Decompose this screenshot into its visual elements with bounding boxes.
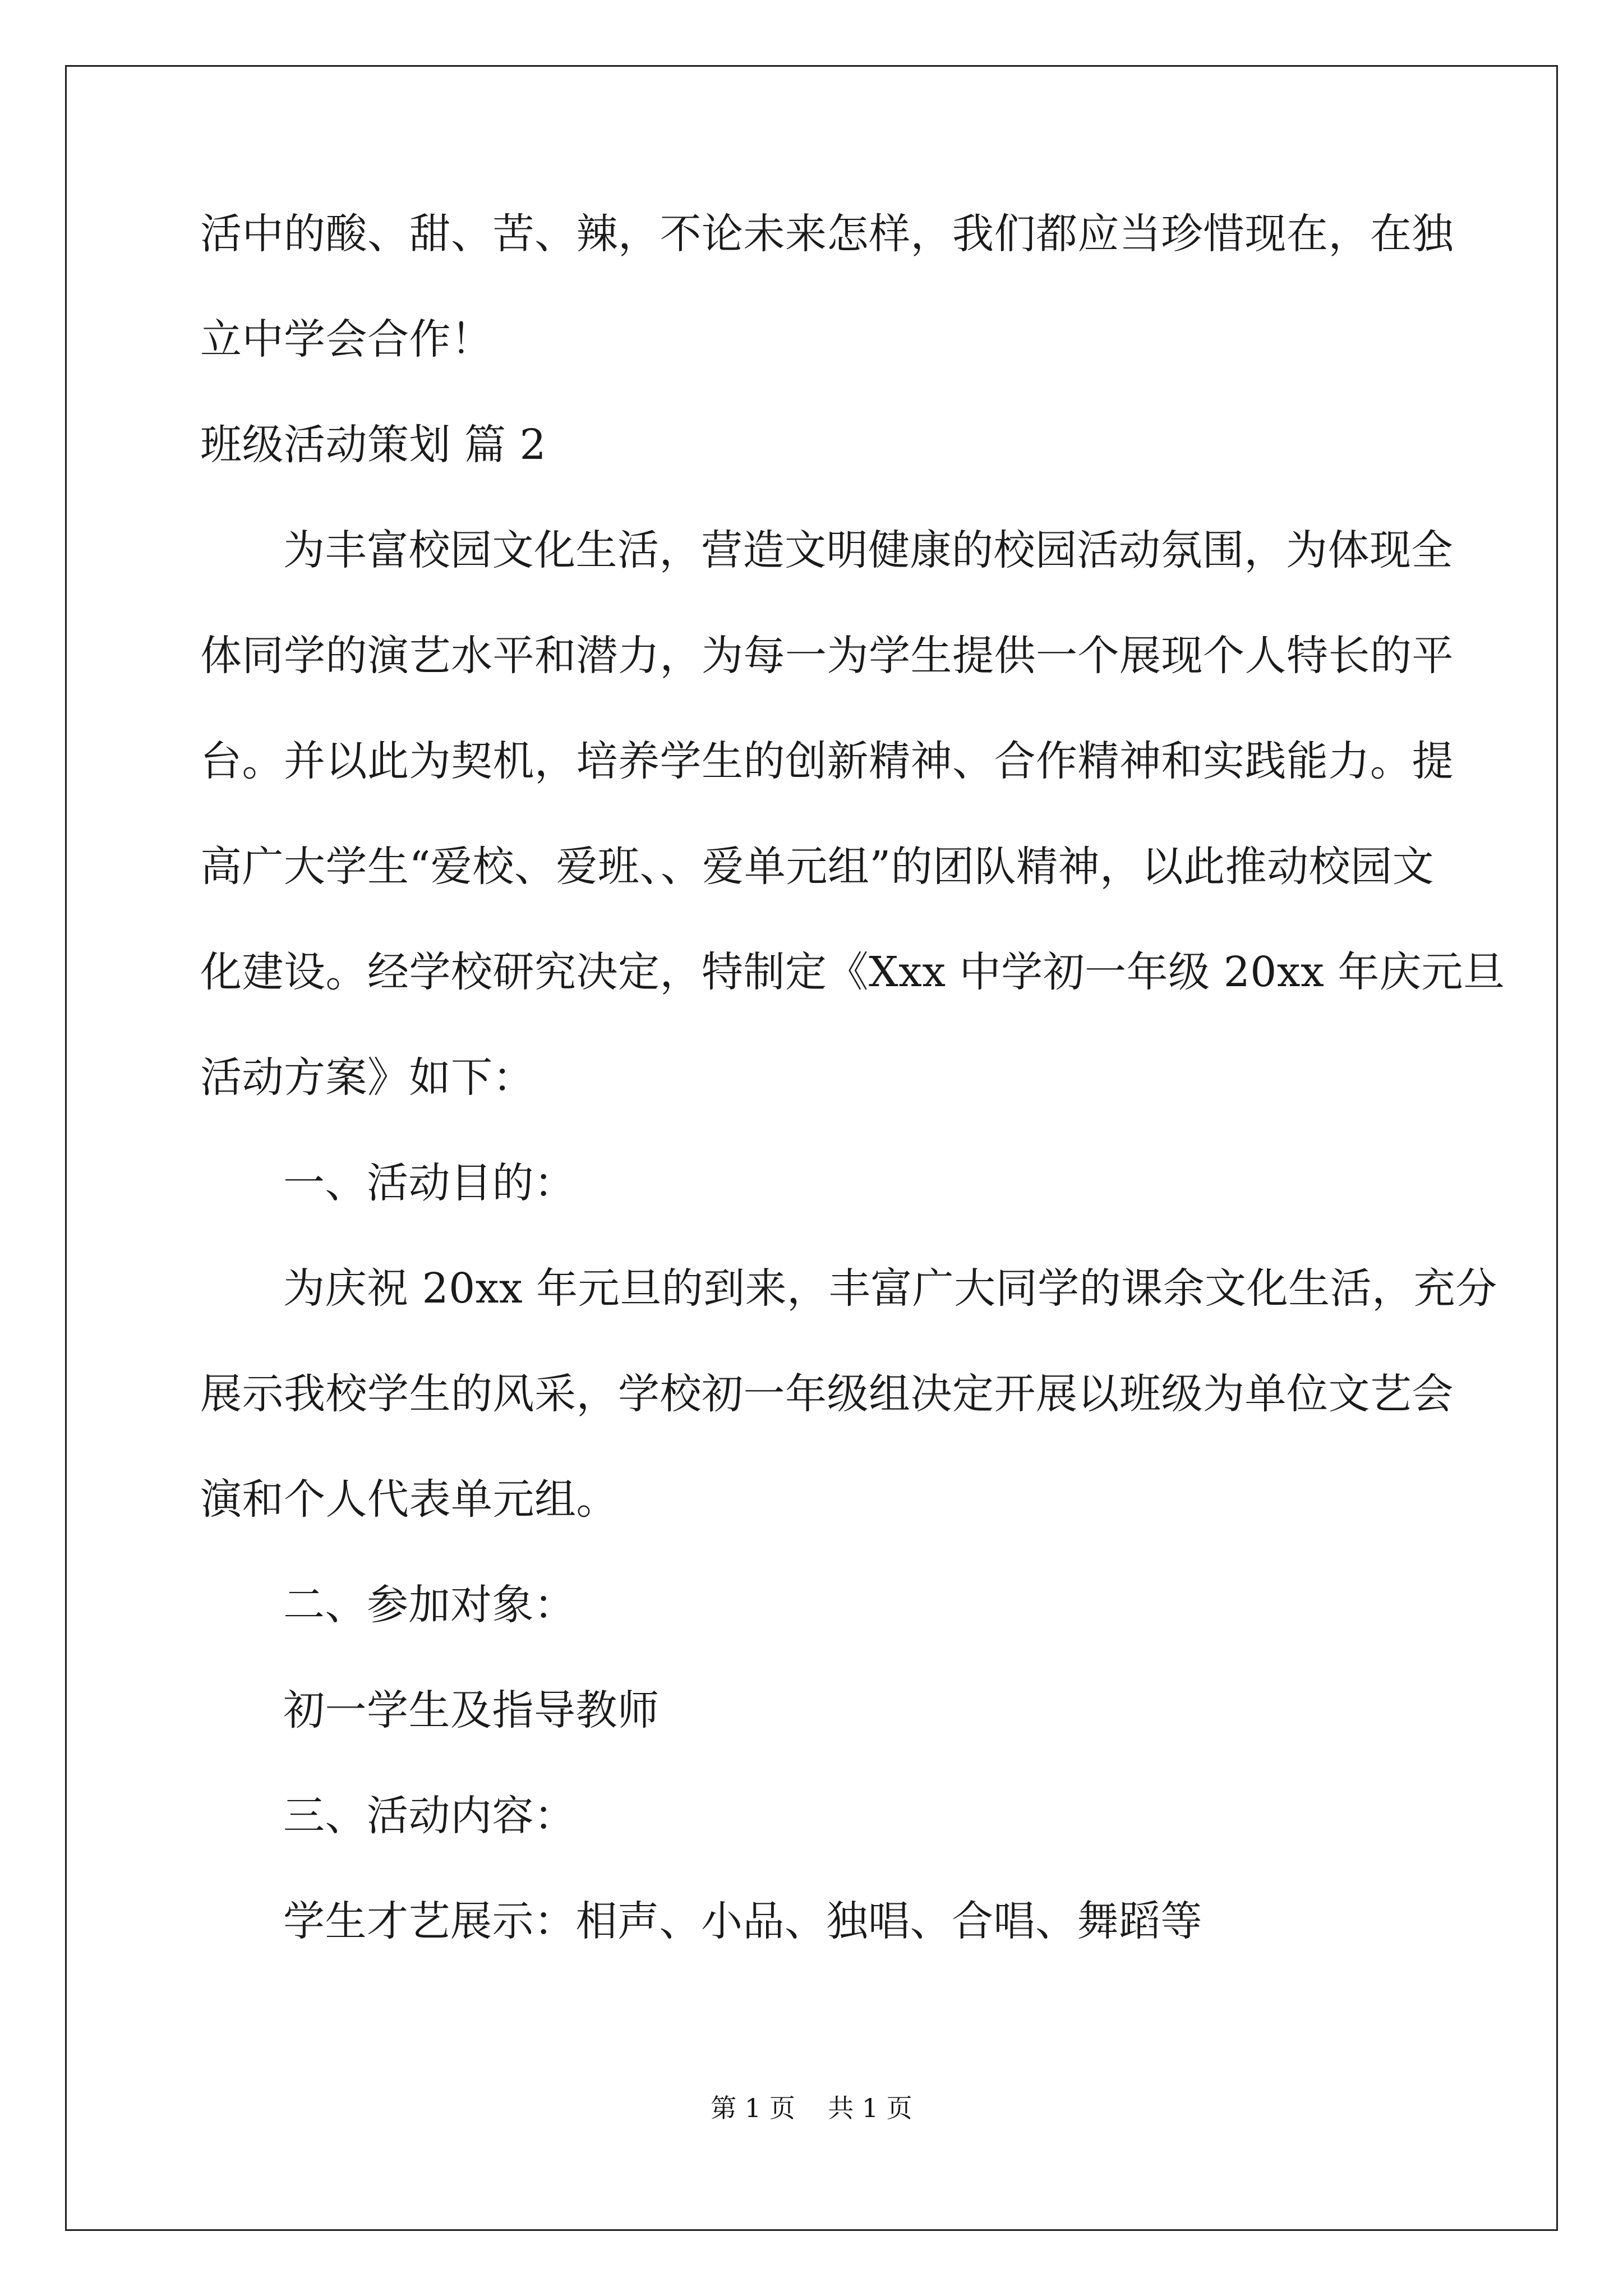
body-line: 展示我校学生的风采，学校初一年级组决定开展以班级为单位文艺会 [200, 1370, 1454, 1418]
body-line: 活动方案》如下： [200, 1053, 534, 1102]
section-heading: 班级活动策划 篇 2 [200, 421, 547, 469]
body-line: 活中的酸、甜、苦、辣，不论未来怎样，我们都应当珍惜现在，在独 [200, 210, 1454, 258]
body-line: 高广大学生“爱校、爱班、、爱单元组”的团队精神，以此推动校园文 [200, 843, 1435, 891]
body-line: 化建设。经学校研究决定，特制定《Xxx 中学初一年级 20xx 年庆元旦 [200, 948, 1505, 996]
body-line: 学生才艺展示：相声、小品、独唱、合唱、舞蹈等 [283, 1897, 1202, 1945]
page-number-footer: 第 1 页 共 1 页 [711, 2093, 912, 2123]
item-heading: 二、参加对象： [283, 1581, 576, 1629]
item-heading: 一、活动目的： [283, 1159, 576, 1207]
body-line: 台。并以此为契机，培养学生的创新精神、合作精神和实践能力。提 [200, 737, 1454, 785]
body-line: 体同学的演艺水平和潜力，为每一为学生提供一个展现个人特长的平 [200, 632, 1454, 680]
item-heading: 三、活动内容： [283, 1792, 576, 1840]
body-line: 为丰富校园文化生活，营造文明健康的校园活动氛围，为体现全 [283, 526, 1453, 574]
body-line: 为庆祝 20xx 年元旦的到来，丰富广大同学的课余文化生活，充分 [283, 1264, 1497, 1313]
body-line: 初一学生及指导教师 [283, 1686, 660, 1734]
body-line: 立中学会合作！ [200, 315, 493, 364]
body-line: 演和个人代表单元组。 [200, 1475, 618, 1524]
